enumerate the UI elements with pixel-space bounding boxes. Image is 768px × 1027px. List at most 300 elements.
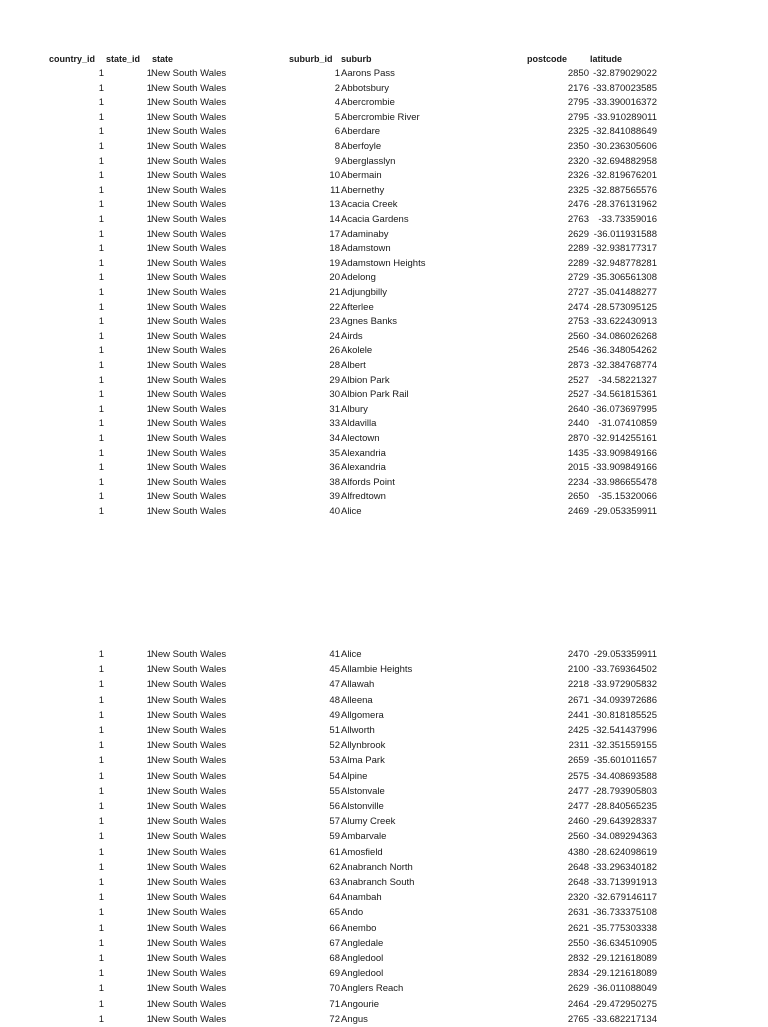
suburb-cell: Albion Park — [341, 374, 390, 386]
suburb-id-cell: 23 — [329, 316, 340, 328]
state-cell: New South Wales — [151, 68, 227, 79]
suburb-cell: Allambie Heights — [341, 664, 413, 676]
state-cell: New South Wales — [151, 214, 227, 225]
country-id-cell: 1 — [98, 330, 104, 342]
postcode-cell: 2575 — [567, 770, 589, 782]
suburb-id-cell: 59 — [329, 831, 340, 843]
table-row — [0, 890, 768, 905]
country-id-cell: 1 — [98, 664, 104, 676]
postcode-cell: 2100 — [567, 664, 589, 676]
state-id-cell: 1 — [146, 243, 152, 255]
latitude-cell: -30.236305606 — [593, 141, 657, 152]
latitude-cell: -32.938177317 — [593, 243, 657, 255]
country-id-cell: 1 — [98, 126, 104, 138]
table-row — [0, 738, 768, 753]
suburb-id-cell: 47 — [329, 679, 340, 691]
postcode-cell: 2320 — [567, 892, 589, 904]
table-row — [0, 241, 768, 256]
country-id-cell: 1 — [98, 740, 104, 752]
postcode-cell: 2629 — [567, 228, 589, 240]
state-cell: New South Wales — [151, 199, 227, 211]
suburb-cell: Albion Park Rail — [341, 389, 409, 401]
state-id-cell: 1 — [146, 462, 152, 474]
country-id-cell: 1 — [98, 998, 104, 1010]
postcode-cell: 2832 — [567, 953, 589, 964]
table-row — [0, 981, 768, 996]
table-row — [0, 358, 768, 373]
suburb-id-cell: 30 — [329, 389, 340, 401]
state-cell: New South Wales — [151, 664, 227, 676]
country-id-cell: 1 — [98, 476, 104, 488]
suburb-cell: Alstonvale — [341, 785, 385, 797]
country-id-cell: 1 — [98, 170, 104, 182]
table-row — [0, 110, 768, 125]
state-id-cell: 1 — [146, 155, 152, 167]
postcode-cell: 2671 — [567, 694, 589, 706]
state-cell: New South Wales — [151, 998, 227, 1010]
table-row — [0, 921, 768, 936]
suburb-cell: Abernethy — [341, 184, 385, 196]
state-cell: New South Wales — [151, 770, 227, 782]
state-cell: New South Wales — [151, 877, 227, 888]
state-id-cell: 1 — [146, 287, 152, 298]
state-id-cell: 1 — [146, 476, 152, 488]
latitude-cell: -29.472950275 — [593, 998, 657, 1010]
country-id-cell: 1 — [98, 389, 104, 401]
suburb-id-cell: 56 — [329, 801, 340, 812]
suburb-cell: Acacia Gardens — [341, 214, 409, 225]
suburb-cell: Angledale — [341, 937, 384, 949]
table-row — [0, 300, 768, 315]
postcode-cell: 2325 — [567, 184, 589, 196]
state-id-cell: 1 — [146, 877, 152, 888]
suburb-id-cell: 22 — [329, 301, 340, 313]
table-row — [0, 387, 768, 402]
latitude-cell: -34.58221327 — [598, 374, 657, 386]
latitude-cell: -32.384768774 — [593, 360, 657, 371]
state-id-cell: 1 — [146, 418, 152, 430]
country-id-cell: 1 — [98, 770, 104, 782]
table-row — [0, 799, 768, 814]
state-id-cell: 1 — [146, 170, 152, 182]
postcode-cell: 2795 — [567, 97, 589, 109]
suburb-id-cell: 40 — [329, 506, 340, 517]
suburb-cell: Ando — [341, 907, 364, 919]
table-row — [0, 402, 768, 417]
suburb-id-cell: 53 — [329, 755, 340, 767]
suburb-cell: Alectown — [341, 433, 380, 444]
suburb-id-cell: 45 — [329, 664, 340, 676]
postcode-cell: 2560 — [567, 831, 589, 843]
state-cell: New South Wales — [151, 126, 227, 138]
state-cell: New South Wales — [151, 755, 227, 767]
suburb-cell: Allynbrook — [341, 740, 386, 752]
state-id-cell: 1 — [146, 892, 152, 904]
country-id-cell: 1 — [98, 506, 104, 517]
state-id-cell: 1 — [146, 953, 152, 964]
latitude-cell: -33.870023585 — [593, 82, 657, 94]
postcode-cell: 2795 — [567, 111, 589, 123]
suburb-id-cell: 62 — [329, 861, 340, 873]
state-id-cell: 1 — [146, 316, 152, 328]
postcode-cell: 2289 — [567, 243, 589, 255]
suburb-cell: Alma Park — [341, 755, 385, 767]
table-row — [0, 124, 768, 139]
country-id-cell: 1 — [98, 694, 104, 706]
suburb-id-cell: 72 — [329, 1013, 340, 1025]
latitude-cell: -28.376131962 — [593, 199, 657, 211]
state-id-cell: 1 — [146, 68, 152, 79]
suburb-cell: Allgomera — [341, 709, 384, 721]
postcode-cell: 2629 — [567, 983, 589, 995]
country-id-cell: 1 — [98, 374, 104, 386]
table-row — [0, 662, 768, 677]
suburb-id-cell: 17 — [329, 228, 340, 240]
postcode-cell: 2834 — [567, 968, 589, 980]
postcode-cell: 2469 — [567, 506, 589, 517]
latitude-cell: -32.694882958 — [593, 155, 657, 167]
suburb-id-cell: 39 — [329, 491, 340, 503]
suburb-id-cell: 10 — [329, 170, 340, 182]
suburb-id-cell: 68 — [329, 953, 340, 964]
state-id-cell: 1 — [146, 649, 152, 660]
postcode-cell: 2326 — [567, 170, 589, 182]
table-row — [0, 489, 768, 504]
table-row — [0, 814, 768, 829]
postcode-cell: 2320 — [567, 155, 589, 167]
header-country-id: country_id — [49, 54, 96, 64]
suburb-id-cell: 49 — [329, 709, 340, 721]
state-id-cell: 1 — [146, 433, 152, 444]
state-cell: New South Wales — [151, 403, 227, 415]
state-id-cell: 1 — [146, 345, 152, 357]
state-cell: New South Wales — [151, 816, 227, 828]
suburb-cell: Abbotsbury — [341, 82, 390, 94]
suburb-cell: Alumy Creek — [341, 816, 396, 828]
header-latitude: latitude — [590, 54, 623, 64]
table-row — [0, 723, 768, 738]
suburb-id-cell: 4 — [334, 97, 340, 109]
state-id-cell: 1 — [146, 664, 152, 676]
suburb-cell: Alstonville — [341, 801, 384, 812]
latitude-cell: -33.73359016 — [598, 214, 657, 225]
suburb-cell: Airds — [341, 330, 363, 342]
suburb-cell: Acacia Creek — [341, 199, 398, 211]
table-row — [0, 416, 768, 431]
header-postcode: postcode — [527, 54, 568, 64]
suburb-id-cell: 35 — [329, 447, 340, 459]
latitude-cell: -28.624098619 — [593, 846, 657, 858]
state-cell: New South Wales — [151, 861, 227, 873]
state-cell: New South Wales — [151, 679, 227, 691]
suburb-id-cell: 69 — [329, 968, 340, 980]
suburb-cell: Albury — [341, 403, 368, 415]
country-id-cell: 1 — [98, 1013, 104, 1025]
state-id-cell: 1 — [146, 374, 152, 386]
state-id-cell: 1 — [146, 679, 152, 691]
postcode-cell: 2464 — [567, 998, 589, 1010]
suburb-id-cell: 36 — [329, 462, 340, 474]
country-id-cell: 1 — [98, 199, 104, 211]
postcode-cell: 2350 — [567, 141, 589, 152]
table-row — [0, 66, 768, 81]
suburb-id-cell: 67 — [329, 937, 340, 949]
state-id-cell: 1 — [146, 506, 152, 517]
state-id-cell: 1 — [146, 983, 152, 995]
postcode-cell: 2176 — [567, 82, 589, 94]
postcode-cell: 2870 — [567, 433, 589, 444]
postcode-cell: 2234 — [567, 476, 589, 488]
suburb-id-cell: 31 — [329, 403, 340, 415]
country-id-cell: 1 — [98, 97, 104, 109]
postcode-cell: 2631 — [567, 907, 589, 919]
table-row — [0, 168, 768, 183]
postcode-cell: 2729 — [567, 272, 589, 284]
latitude-cell: -28.573095125 — [593, 301, 657, 313]
state-id-cell: 1 — [146, 126, 152, 138]
suburb-cell: Angledool — [341, 953, 384, 964]
state-id-cell: 1 — [146, 214, 152, 225]
latitude-cell: -32.541437996 — [593, 725, 657, 736]
postcode-cell: 2477 — [567, 801, 589, 812]
state-cell: New South Wales — [151, 953, 227, 964]
postcode-cell: 2648 — [567, 877, 589, 888]
latitude-cell: -36.011931588 — [593, 228, 657, 240]
state-id-cell: 1 — [146, 301, 152, 313]
state-id-cell: 1 — [146, 968, 152, 980]
postcode-cell: 2441 — [567, 709, 589, 721]
state-cell: New South Wales — [151, 506, 227, 517]
country-id-cell: 1 — [98, 301, 104, 313]
table-row — [0, 212, 768, 227]
table-row — [0, 769, 768, 784]
suburb-id-cell: 5 — [334, 111, 340, 123]
table-row — [0, 256, 768, 271]
state-cell: New South Wales — [151, 228, 227, 240]
country-id-cell: 1 — [98, 846, 104, 858]
postcode-cell: 2727 — [567, 287, 589, 298]
state-id-cell: 1 — [146, 97, 152, 109]
country-id-cell: 1 — [98, 316, 104, 328]
state-cell: New South Wales — [151, 257, 227, 269]
state-cell: New South Wales — [151, 983, 227, 995]
country-id-cell: 1 — [98, 228, 104, 240]
table-row — [0, 446, 768, 461]
postcode-cell: 2640 — [567, 403, 589, 415]
suburb-cell: Alpine — [341, 770, 368, 782]
latitude-cell: -32.351559155 — [593, 740, 657, 752]
postcode-cell: 2550 — [567, 937, 589, 949]
suburb-id-cell: 6 — [334, 126, 340, 138]
latitude-cell: -28.840565235 — [593, 801, 657, 812]
country-id-cell: 1 — [98, 287, 104, 298]
table-row — [0, 936, 768, 951]
state-cell: New South Wales — [151, 287, 227, 298]
latitude-cell: -33.296340182 — [593, 861, 657, 873]
suburb-cell: Angus — [341, 1013, 368, 1025]
state-cell: New South Wales — [151, 831, 227, 843]
postcode-cell: 2753 — [567, 316, 589, 328]
table-row — [0, 227, 768, 242]
state-cell: New South Wales — [151, 649, 227, 660]
state-cell: New South Wales — [151, 433, 227, 444]
table-row — [0, 784, 768, 799]
suburb-id-cell: 57 — [329, 816, 340, 828]
postcode-cell: 2546 — [567, 345, 589, 357]
table-row — [0, 183, 768, 198]
suburb-id-cell: 54 — [329, 770, 340, 782]
latitude-cell: -35.306561308 — [593, 272, 657, 284]
postcode-cell: 2850 — [567, 68, 589, 79]
latitude-cell: -32.841088649 — [593, 126, 657, 138]
suburb-cell: Alfords Point — [341, 476, 395, 488]
suburb-id-cell: 38 — [329, 476, 340, 488]
latitude-cell: -34.408693588 — [593, 770, 657, 782]
country-id-cell: 1 — [98, 111, 104, 123]
latitude-cell: -29.053359911 — [593, 506, 657, 517]
table-row — [0, 753, 768, 768]
suburb-cell: Aberfoyle — [341, 141, 382, 152]
state-id-cell: 1 — [146, 141, 152, 152]
country-id-cell: 1 — [98, 785, 104, 797]
country-id-cell: 1 — [98, 68, 104, 79]
state-id-cell: 1 — [146, 199, 152, 211]
latitude-cell: -33.390016372 — [593, 97, 657, 109]
table-row — [0, 905, 768, 920]
state-cell: New South Wales — [151, 846, 227, 858]
state-id-cell: 1 — [146, 272, 152, 284]
suburb-id-cell: 63 — [329, 877, 340, 888]
country-id-cell: 1 — [98, 983, 104, 995]
state-id-cell: 1 — [146, 998, 152, 1010]
postcode-cell: 2477 — [567, 785, 589, 797]
latitude-cell: -33.909849166 — [593, 462, 657, 474]
latitude-cell: -34.089294363 — [593, 831, 657, 843]
state-id-cell: 1 — [146, 403, 152, 415]
country-id-cell: 1 — [98, 922, 104, 934]
latitude-cell: -33.909849166 — [593, 447, 657, 459]
suburb-cell: Abercrombie River — [341, 111, 420, 123]
country-id-cell: 1 — [98, 801, 104, 812]
suburb-cell: Anambah — [341, 892, 382, 904]
state-cell: New South Wales — [151, 374, 227, 386]
suburb-id-cell: 71 — [329, 998, 340, 1010]
latitude-cell: -33.682217134 — [593, 1013, 657, 1025]
suburb-cell: Abercrombie — [341, 97, 395, 109]
suburb-id-cell: 48 — [329, 694, 340, 706]
latitude-cell: -35.601011657 — [593, 755, 657, 767]
suburb-cell: Anabranch North — [341, 861, 413, 873]
table-row — [0, 951, 768, 966]
postcode-cell: 2763 — [567, 214, 589, 225]
postcode-cell: 2650 — [567, 491, 589, 503]
country-id-cell: 1 — [98, 462, 104, 474]
postcode-cell: 2527 — [567, 389, 589, 401]
suburb-cell: Angledool — [341, 968, 384, 980]
latitude-cell: -32.914255161 — [593, 433, 657, 444]
latitude-cell: -33.972905832 — [593, 679, 657, 691]
table-row — [0, 95, 768, 110]
suburb-id-cell: 11 — [330, 184, 340, 196]
country-id-cell: 1 — [98, 345, 104, 357]
latitude-cell: -34.093972686 — [593, 694, 657, 706]
country-id-cell: 1 — [98, 725, 104, 736]
postcode-cell: 2648 — [567, 861, 589, 873]
suburb-id-cell: 21 — [329, 287, 340, 298]
country-id-cell: 1 — [98, 82, 104, 94]
state-id-cell: 1 — [146, 785, 152, 797]
header-suburb-id: suburb_id — [289, 54, 333, 64]
suburb-id-cell: 70 — [329, 983, 340, 995]
suburb-cell: Aberdare — [341, 126, 381, 138]
table-row — [0, 504, 768, 519]
table-row — [0, 343, 768, 358]
state-id-cell: 1 — [146, 755, 152, 767]
suburb-cell: Anglers Reach — [341, 983, 404, 995]
state-id-cell: 1 — [146, 1013, 152, 1025]
postcode-cell: 2460 — [567, 816, 589, 828]
state-id-cell: 1 — [146, 82, 152, 94]
latitude-cell: -36.073697995 — [593, 403, 657, 415]
country-id-cell: 1 — [98, 433, 104, 444]
latitude-cell: -36.348054262 — [593, 345, 657, 357]
suburb-cell: Akolele — [341, 345, 373, 357]
table-row — [0, 693, 768, 708]
table-row — [0, 373, 768, 388]
suburb-cell: Afterlee — [341, 301, 374, 313]
suburb-cell: Anabranch South — [341, 877, 415, 888]
latitude-cell: -29.643928337 — [593, 816, 657, 828]
state-cell: New South Wales — [151, 360, 227, 371]
state-cell: New South Wales — [151, 740, 227, 752]
latitude-cell: -32.679146117 — [593, 892, 657, 904]
country-id-cell: 1 — [98, 257, 104, 269]
state-cell: New South Wales — [151, 1013, 227, 1025]
table-row — [0, 314, 768, 329]
header-state: state — [152, 54, 174, 64]
latitude-cell: -32.948778281 — [593, 257, 657, 269]
suburb-id-cell: 2 — [334, 82, 340, 94]
country-id-cell: 1 — [98, 953, 104, 964]
latitude-cell: -33.713991913 — [593, 877, 657, 888]
latitude-cell: -30.818185525 — [593, 709, 657, 721]
suburb-id-cell: 65 — [329, 907, 340, 919]
state-cell: New South Wales — [151, 389, 227, 401]
table-row — [0, 845, 768, 860]
table-row — [0, 197, 768, 212]
suburb-cell: Abermain — [341, 170, 382, 182]
state-id-cell: 1 — [146, 330, 152, 342]
postcode-cell: 2470 — [567, 649, 589, 660]
suburb-id-cell: 14 — [329, 214, 340, 225]
state-cell: New South Wales — [151, 170, 227, 182]
suburb-id-cell: 55 — [329, 785, 340, 797]
postcode-cell: 2218 — [567, 679, 589, 691]
suburb-cell: Alice — [341, 506, 362, 517]
suburb-id-cell: 8 — [334, 141, 340, 152]
suburb-id-cell: 52 — [329, 740, 340, 752]
latitude-cell: -29.121618089 — [593, 953, 657, 964]
state-cell: New South Wales — [151, 155, 227, 167]
suburb-cell: Aarons Pass — [341, 68, 395, 79]
country-id-cell: 1 — [98, 184, 104, 196]
country-id-cell: 1 — [98, 403, 104, 415]
suburb-id-cell: 29 — [329, 374, 340, 386]
latitude-cell: -35.775303338 — [593, 922, 657, 934]
suburb-id-cell: 13 — [329, 199, 340, 211]
table-row — [0, 460, 768, 475]
postcode-cell: 2425 — [567, 725, 589, 736]
